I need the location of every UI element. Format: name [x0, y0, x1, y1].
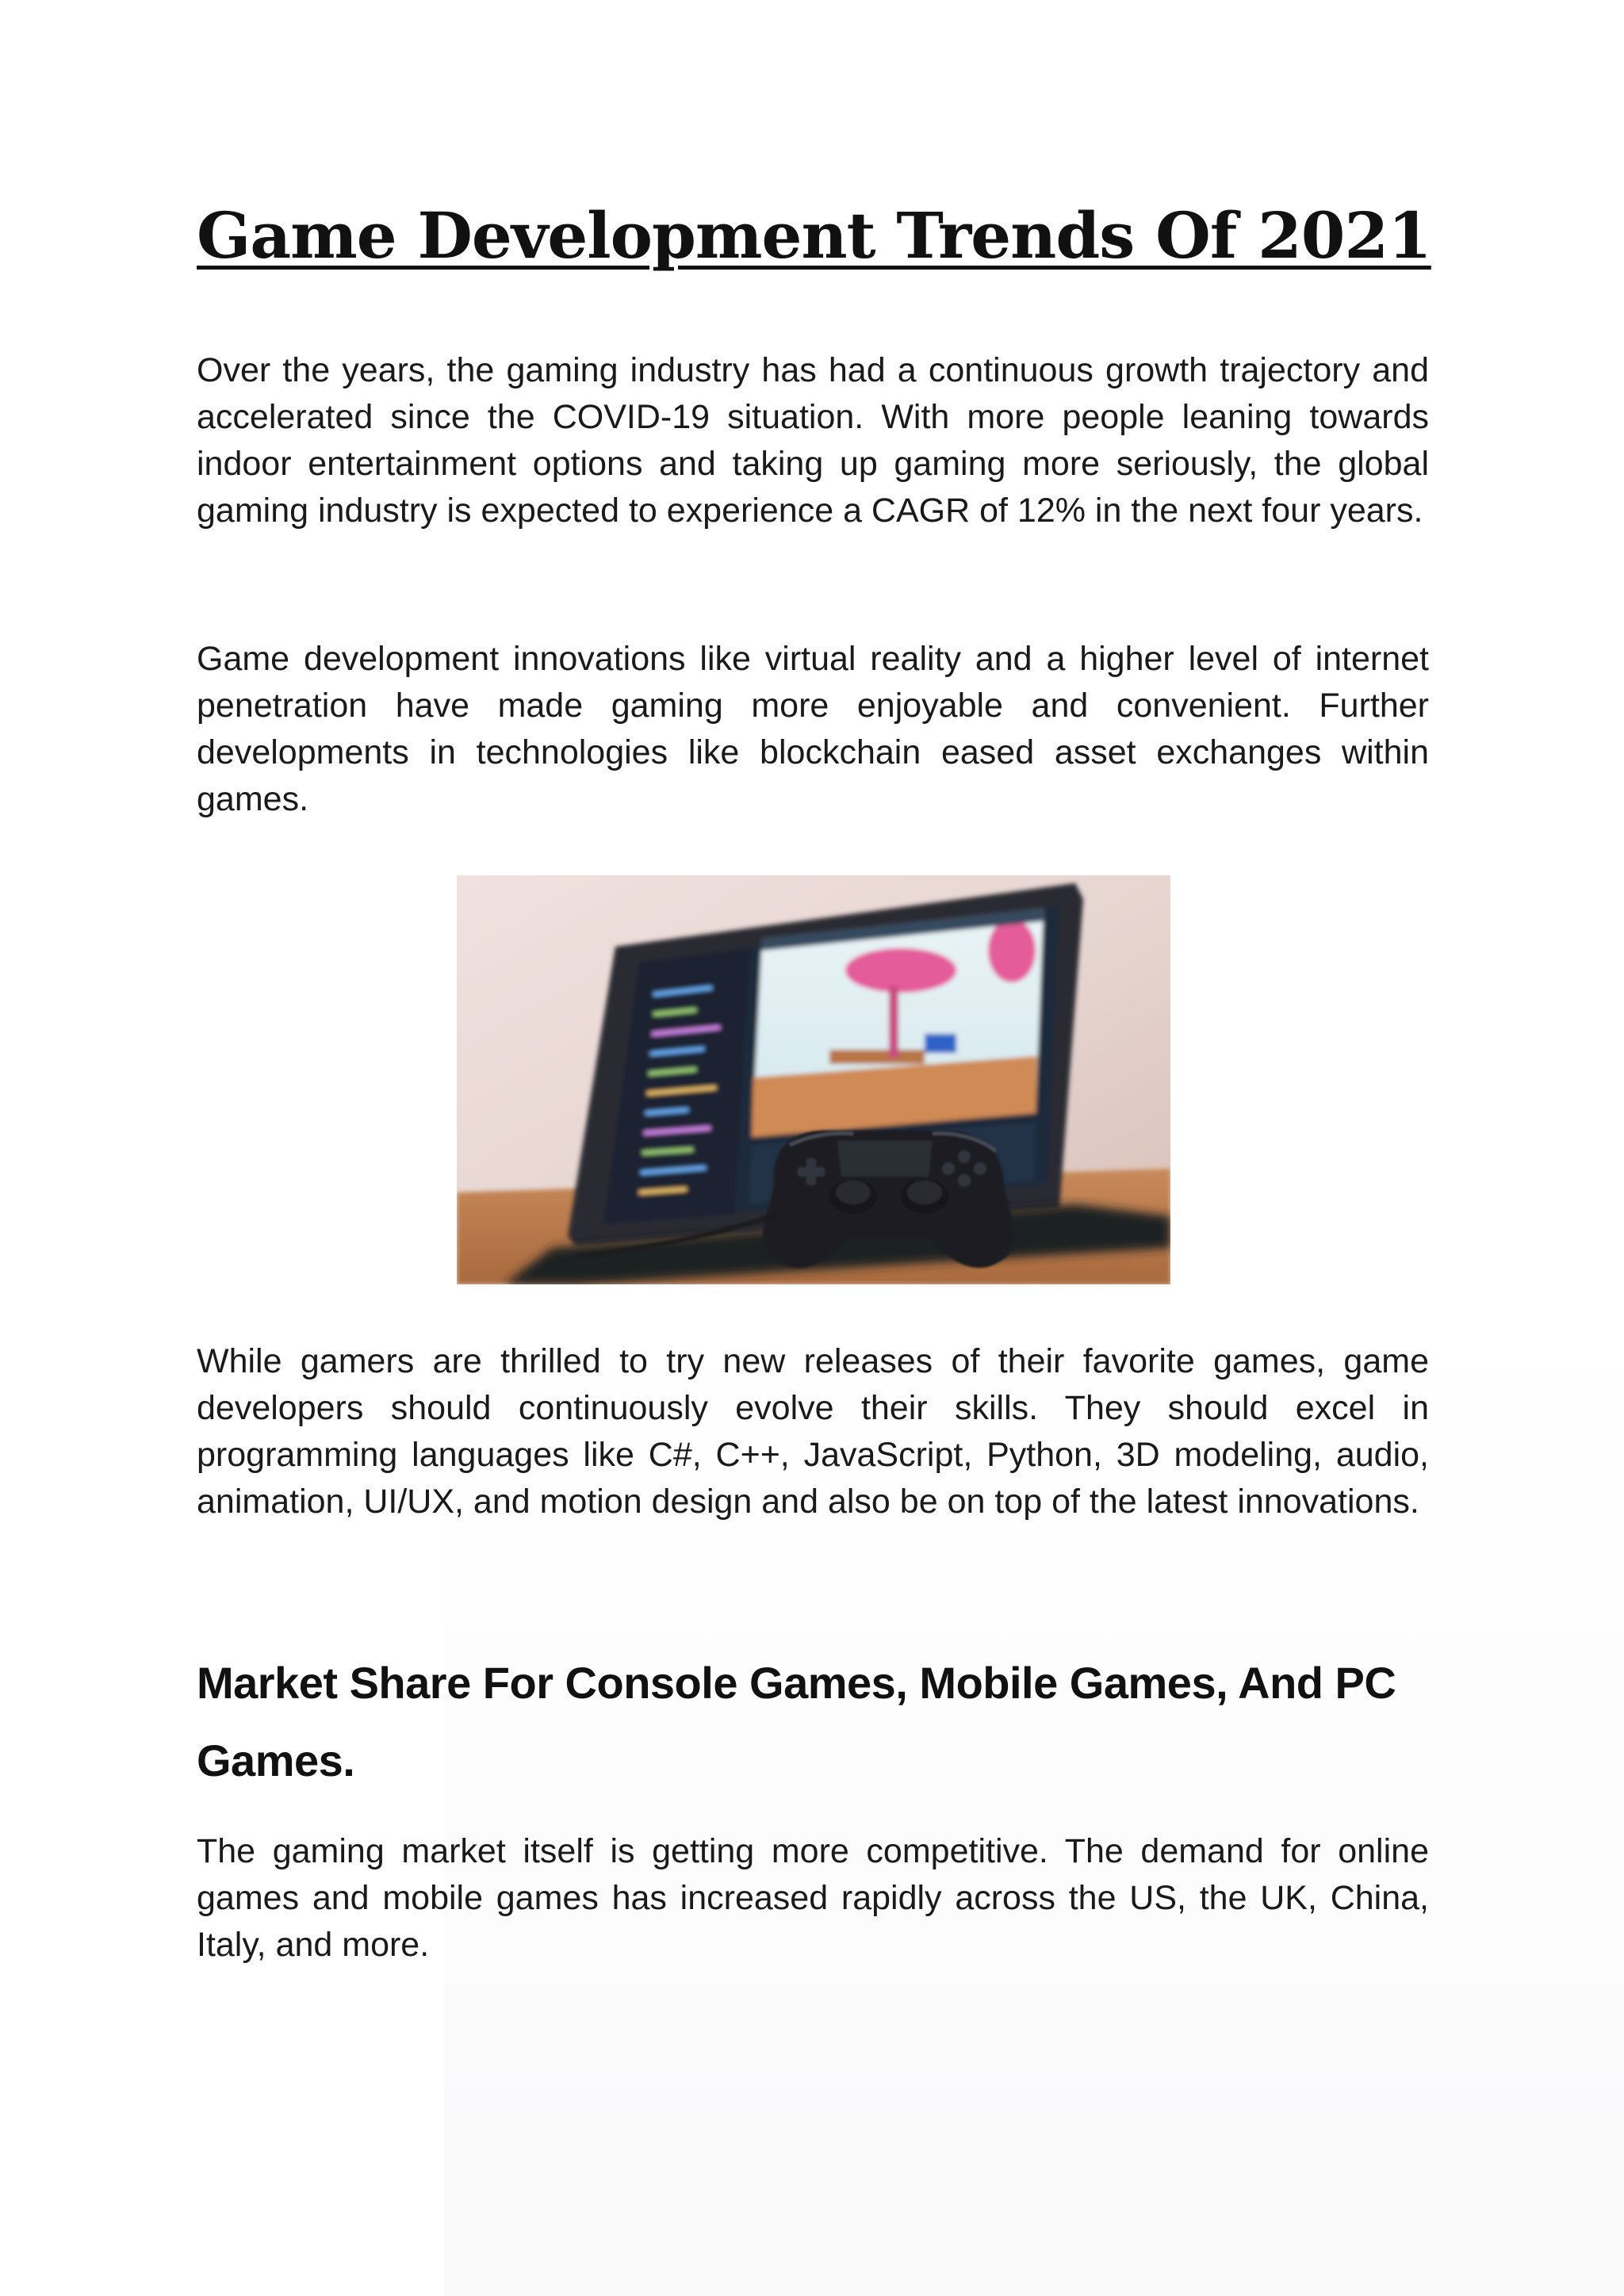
- market-share-heading: Market Share For Console Games, Mobile Games, And PC Games.: [197, 1658, 1396, 1785]
- innovations-paragraph: Game development innovations like virtual reality and a higher level of internet penetration have made gaming more enjoyable and convenient. Further developments in technologies like blockchain eased asset exchanges within games.: [197, 640, 1429, 818]
- intro-paragraph: Over the years, the gaming industry has had a continuous growth trajectory and accelerated since the COVID-19 situation. With more people leaning towards indoor entertainment options and taking up gaming more seriously, the global gaming industry is expected to experience a CAGR of 12% in the next four years.: [197, 351, 1429, 530]
- laptop-and-game-controller-photo-icon: [457, 875, 1170, 1284]
- document-title: Game Development Trends Of 2021: [197, 198, 1431, 273]
- market-paragraph: The gaming market itself is getting more competitive. The demand for online games and mobile games has increased rapidly across the US, the UK, China, Italy, and more.: [197, 1832, 1429, 1964]
- skills-paragraph: While gamers are thrilled to try new releases of their favorite games, game developers should continuously evolve their skills. They should excel in programming languages like C#, C++, JavaScript, Python, 3D modeling, audio, animation, UI/UX, and motion design and also be on top of the latest innovations.: [197, 1342, 1429, 1521]
- gaming-laptop-photo: [457, 875, 1170, 1284]
